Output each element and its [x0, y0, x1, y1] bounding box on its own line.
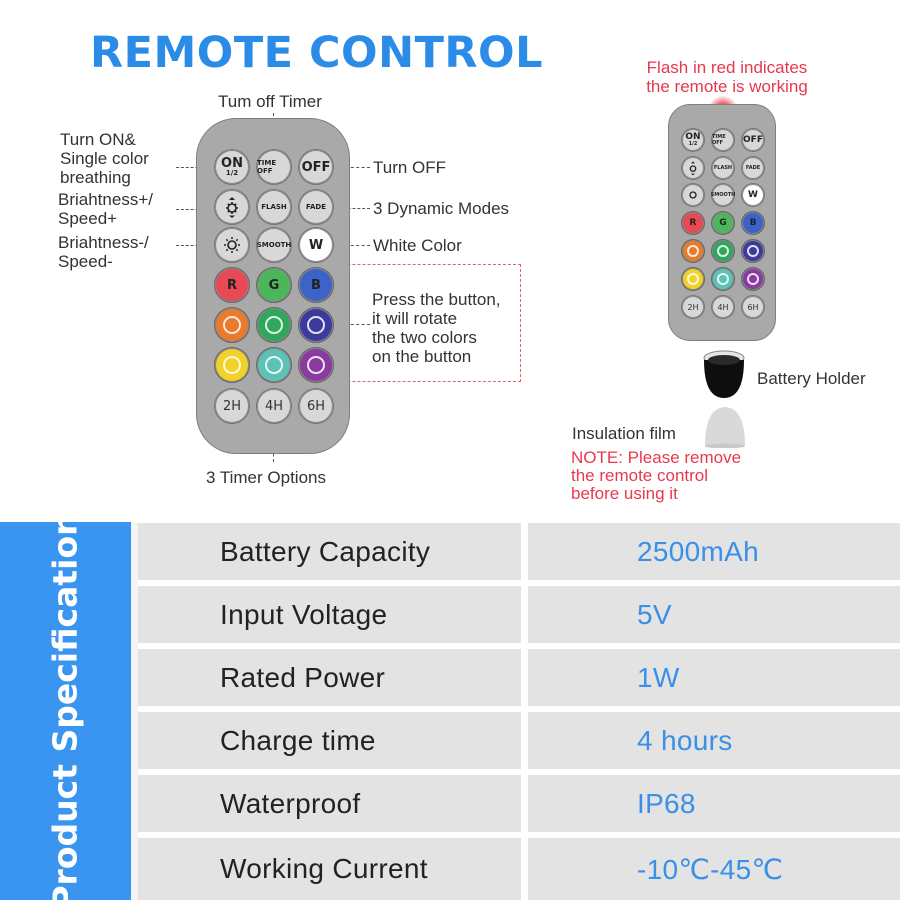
label-flash-line1: Flash in red indicates: [646, 58, 808, 77]
label-flash-line2: the remote is working: [646, 77, 808, 96]
note-remove-film: [571, 449, 741, 503]
label-flash-indicator: [632, 58, 822, 96]
spec-value-cell: 2500mAh: [528, 523, 900, 580]
remote-small: [668, 104, 776, 341]
small-yellow-ring: [687, 273, 699, 285]
spec-value-cell: 4 hours: [528, 712, 900, 769]
spec-name-cell: Input Voltage: [138, 586, 521, 643]
indigo-button[interactable]: [298, 307, 334, 343]
time-off-button[interactable]: TIME OFF: [256, 149, 292, 185]
small-indigo-button[interactable]: [741, 239, 765, 263]
small-blue-button[interactable]: B: [741, 211, 765, 235]
label-turn-on-line1: Turn ON&: [60, 130, 136, 149]
on-button[interactable]: [214, 149, 250, 185]
white-button[interactable]: W: [298, 227, 334, 263]
small-time-off-button[interactable]: TIME OFF: [711, 128, 735, 152]
red-button[interactable]: R: [214, 267, 250, 303]
brightness-down-icon: [685, 187, 701, 203]
small-purple-button[interactable]: [741, 267, 765, 291]
insulation-film-icon: [702, 404, 748, 448]
timer-4h-button[interactable]: 4H: [256, 388, 292, 424]
label-press-line2: it will rotate: [372, 309, 458, 328]
spec-value-cell: 5V: [528, 586, 900, 643]
emerald-button-ring: [265, 316, 284, 335]
small-fade-button[interactable]: FADE: [741, 156, 765, 180]
page-title: REMOTE CONTROL: [90, 28, 543, 78]
purple-button[interactable]: [298, 347, 334, 383]
spec-name-cell: Working Current: [138, 838, 521, 900]
label-insulation-film: Insulation film: [572, 424, 676, 443]
label-press-line3: the two colors: [372, 328, 477, 347]
brightness-up-button[interactable]: [214, 189, 250, 225]
green-button[interactable]: G: [256, 267, 292, 303]
on-button-sublabel: 1/2: [225, 168, 239, 177]
small-indigo-ring: [747, 245, 759, 257]
label-brightness-down-line1: Briahtness-/: [58, 233, 149, 252]
label-dynamic-modes: 3 Dynamic Modes: [373, 199, 510, 218]
note-line3: before using it: [571, 484, 678, 503]
remote-large: [196, 118, 350, 454]
small-brightness-down-button[interactable]: [681, 183, 705, 207]
spec-name-cell: Waterproof: [138, 775, 521, 832]
small-emerald-button[interactable]: [711, 239, 735, 263]
small-green-button[interactable]: G: [711, 211, 735, 235]
orange-button-ring: [223, 316, 242, 335]
small-flash-button[interactable]: FLASH: [711, 156, 735, 180]
fade-button[interactable]: FADE: [298, 189, 334, 225]
spec-name-cell: Battery Capacity: [138, 523, 521, 580]
label-brightness-up-line2: Speed+: [58, 209, 118, 228]
small-teal-ring: [717, 273, 729, 285]
label-press-button: [372, 290, 501, 366]
off-button[interactable]: OFF: [298, 149, 334, 185]
label-turn-off: Turn OFF: [373, 158, 447, 177]
label-brightness-up-line1: Briahtness+/: [58, 190, 153, 209]
blue-button[interactable]: B: [298, 267, 334, 303]
small-timer-6h-button[interactable]: 6H: [741, 295, 765, 319]
small-red-button[interactable]: R: [681, 211, 705, 235]
small-orange-ring: [687, 245, 699, 257]
flash-button[interactable]: FLASH: [256, 189, 292, 225]
small-emerald-ring: [717, 245, 729, 257]
label-turn-on: [60, 130, 149, 187]
small-on-sublabel: 1/2: [688, 141, 698, 147]
label-brightness-down: [58, 233, 149, 271]
yellow-button[interactable]: [214, 347, 250, 383]
label-press-line4: on the button: [372, 347, 472, 366]
orange-button[interactable]: [214, 307, 250, 343]
battery-holder-icon: [700, 350, 748, 400]
spec-value-cell: IP68: [528, 775, 900, 832]
label-turn-on-line2: Single color: [60, 149, 149, 168]
purple-button-ring: [307, 356, 326, 375]
label-turn-on-line3: breathing: [60, 168, 131, 187]
spec-name-cell: Charge time: [138, 712, 521, 769]
note-line1: NOTE: Please remove: [571, 448, 742, 467]
label-battery-holder: Battery Holder: [757, 369, 866, 388]
spec-value-cell: -10℃-45℃: [528, 838, 900, 900]
small-smooth-button[interactable]: SMOOTH: [711, 183, 735, 207]
small-timer-2h-button[interactable]: 2H: [681, 295, 705, 319]
label-press-line1: Press the button,: [372, 290, 501, 309]
small-on-label: ON: [685, 132, 701, 142]
small-teal-button[interactable]: [711, 267, 735, 291]
timer-2h-button[interactable]: 2H: [214, 388, 250, 424]
small-on-button[interactable]: [681, 128, 705, 152]
emerald-button[interactable]: [256, 307, 292, 343]
smooth-button[interactable]: SMOOTH: [256, 227, 292, 263]
small-white-button[interactable]: W: [741, 183, 765, 207]
spec-value-cell: 1W: [528, 649, 900, 706]
yellow-button-ring: [223, 356, 242, 375]
label-timer-options: 3 Timer Options: [206, 468, 326, 487]
teal-button-ring: [265, 356, 284, 375]
small-brightness-up-button[interactable]: [681, 156, 705, 180]
brightness-up-icon: [220, 195, 244, 219]
spec-heading: Product Specification: [45, 512, 85, 910]
brightness-down-icon: [220, 233, 244, 257]
indigo-button-ring: [307, 316, 326, 335]
spec-name-cell: Rated Power: [138, 649, 521, 706]
brightness-down-button[interactable]: [214, 227, 250, 263]
on-button-label: ON: [221, 155, 243, 171]
note-line2: the remote control: [571, 466, 709, 485]
small-purple-ring: [747, 273, 759, 285]
label-brightness-down-line2: Speed-: [58, 252, 113, 271]
teal-button[interactable]: [256, 347, 292, 383]
label-white-color: White Color: [373, 236, 462, 255]
spec-divider: [131, 522, 138, 900]
small-off-button[interactable]: OFF: [741, 128, 765, 152]
small-orange-button[interactable]: [681, 239, 705, 263]
brightness-up-icon: [685, 160, 701, 176]
small-yellow-button[interactable]: [681, 267, 705, 291]
label-turn-off-timer: Tum off Timer: [218, 92, 322, 111]
small-timer-4h-button[interactable]: 4H: [711, 295, 735, 319]
label-brightness-up: [58, 190, 153, 228]
timer-6h-button[interactable]: 6H: [298, 388, 334, 424]
